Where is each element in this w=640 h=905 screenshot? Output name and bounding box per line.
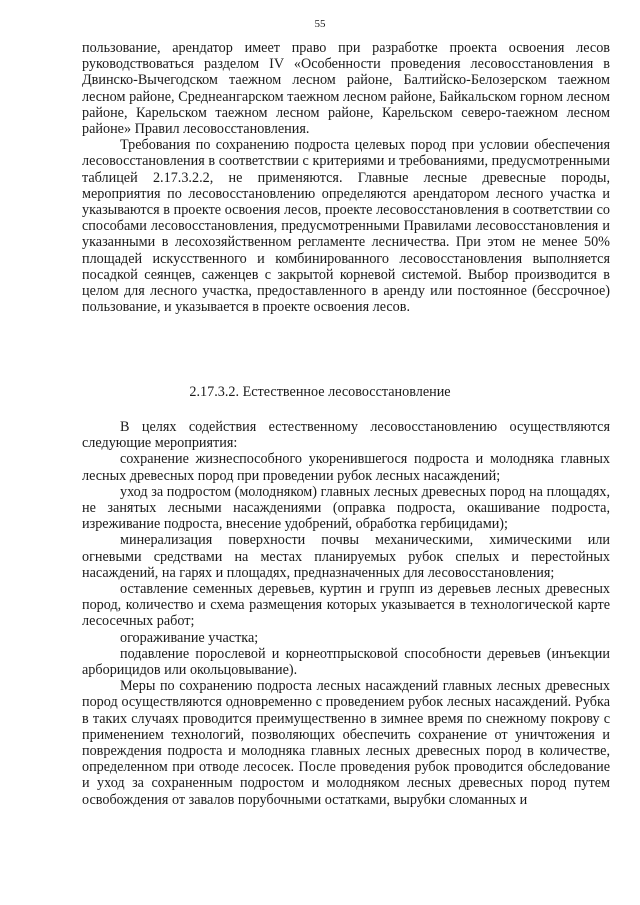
list-item: минерализация поверхности почвы механическими, химическими или огневыми средствами на местах планируемых рубок спелых и перестойных насаждений, на гарях и площадях, предназначенных для лесовосстановления; — [82, 532, 610, 581]
paragraph-requirements: Требования по сохранению подроста целевых пород при условии обеспечения лесовосстановления в соответствии с критериями и требованиями, предусмотренными таблицей 2.17.3.2.2, не применяются. Главные лесные древесные породы, мероприятия по лесовосстановлению определяются арендатором лесного участка и указываются в проекте освоения лесов, проекте лесовосстановления в соответствии со способами лесовосстановления, предусмотренными Правилами лесовосстановления и указанными в лесохозяйственном регламенте лесничества. При этом не менее 50% площадей искусственного и комбинированного лесовосстановления выполняется посадкой сеянцев, саженцев с закрытой корневой системой. Выбор производится в целом для лесного участка, предоставленного в аренду или постоянное (бессрочное) пользование, и указывается в проекте освоения лесов. — [82, 137, 610, 316]
paragraph-measures: Меры по сохранению подроста лесных насаждений главных лесных древесных пород осуществляются одновременно с проведением рубок лесных насаждений. Рубка в таких случаях проводится преимущественно в зимнее время по снежному покрову с применением технологий, позволяющих обеспечить сохранение от уничтожения и повреждения подроста и молодняка главных лесных древесных пород в количестве, определенном при отводе лесосек. После проведения рубок проводится обследование и уход за сохраненным подростом и молодняком лесных древесных пород путем освобождения от завалов порубочными остатками, вырубки сломанных и — [82, 678, 610, 808]
list-item: сохранение жизнеспособного укоренившегося подроста и молодняка главных лесных древесных пород при проведении рубок лесных насаждений; — [82, 451, 610, 484]
page-number: 55 — [314, 18, 326, 30]
list-item: уход за подростом (молодняком) главных лесных древесных пород на площадях, не занятых лесными насаждениями (оправка подроста, окашивание подроста, изреживание подроста, внесение удобрений, обработка гербицидами); — [82, 483, 610, 533]
list-item: оставление семенных деревьев, куртин и групп из деревьев лесных древесных пород, количество и схема размещения которых указывается в технологической карте лесосечных работ; — [82, 581, 610, 630]
paragraph-continuation: пользование, арендатор имеет право при разработке проекта освоения лесов руководствоваться разделом IV «Особенности проведения лесовосстановления в Двинско-Вычегодском таежном лесном районе, Балтийско-Белозерском таежном лесном районе, Среднеангарском таежном лесном районе, Байкальском горном лесном районе, Карельском таежном лесном районе, Карельском северо-таежном лесном районе» Правил лесовосстановления. — [82, 40, 610, 138]
text-block-bottom — [82, 419, 610, 808]
section-heading: 2.17.3.2. Естественное лесовосстановление — [189, 384, 451, 400]
text-block-top — [82, 40, 610, 315]
list-item: огораживание участка; — [120, 629, 259, 646]
paragraph-intro: В целях содействия естественному лесовосстановлению осуществляются следующие мероприятия: — [82, 419, 610, 452]
list-item: подавление порослевой и корнеотпрысковой способности деревьев (инъекции арборицидов или окольцовывание). — [82, 645, 610, 679]
